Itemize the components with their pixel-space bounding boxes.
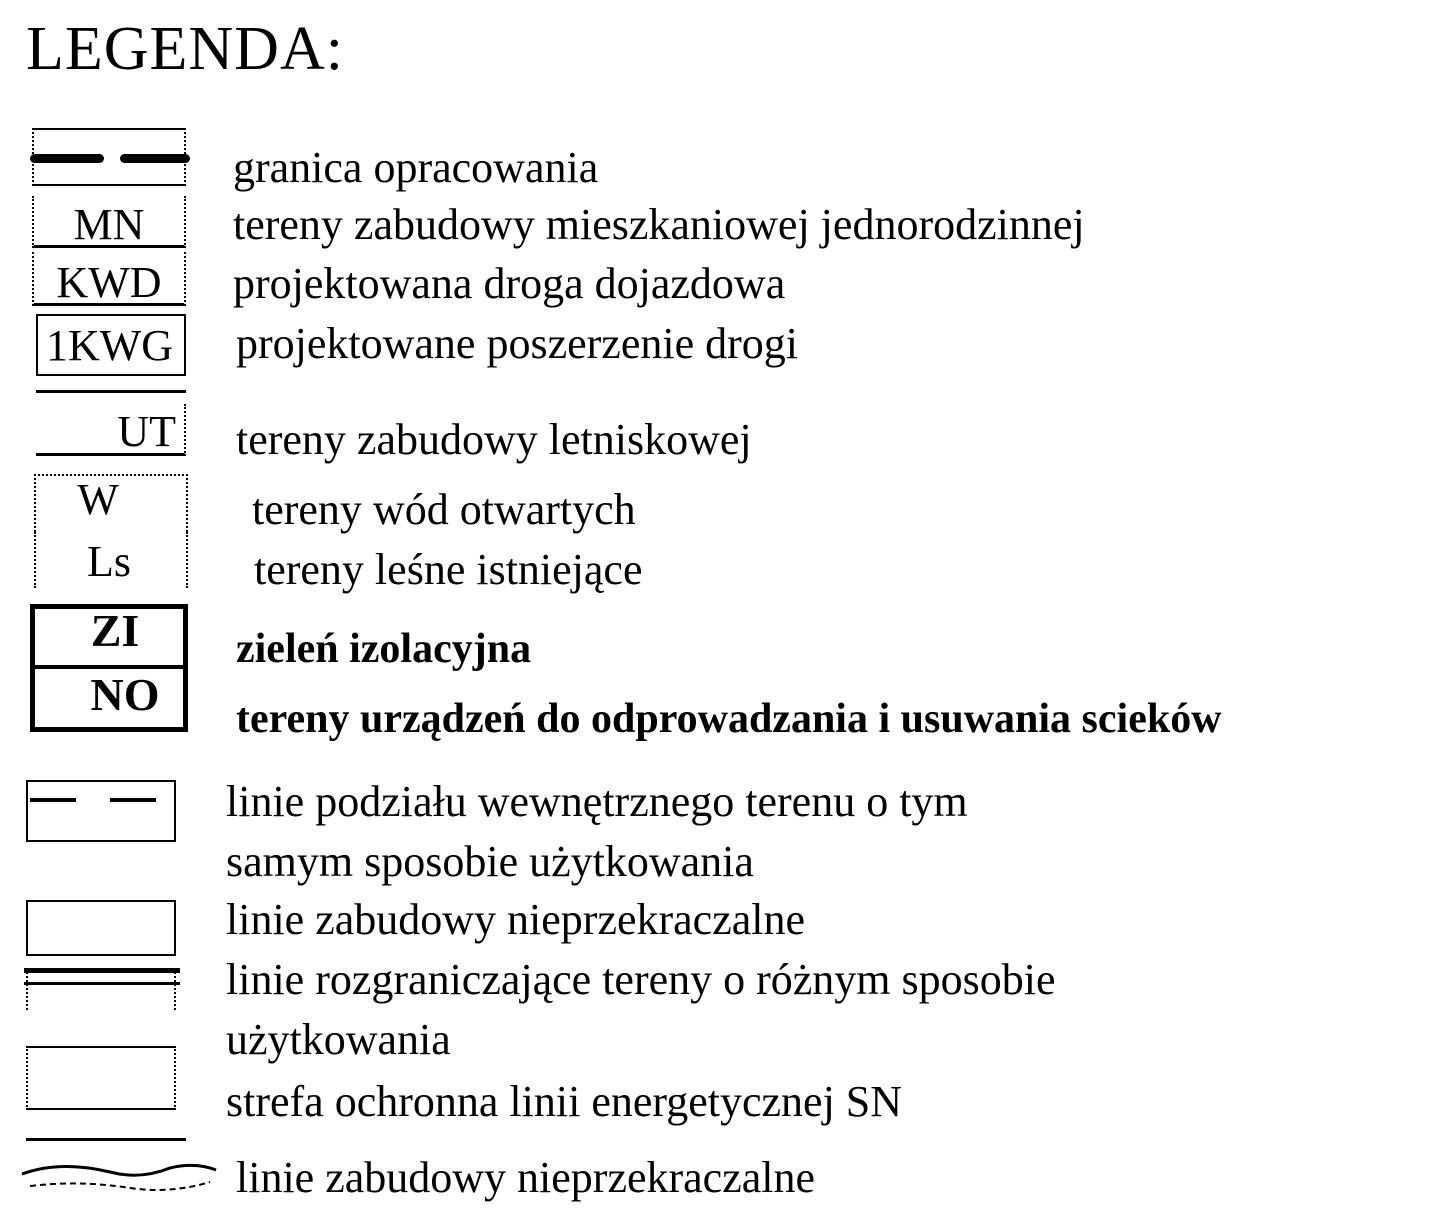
boundary-line-symbol: [32, 128, 186, 186]
ut-code: UT: [117, 407, 176, 456]
legend-label-granica: granica opracowania: [233, 143, 599, 192]
legend-label-w: tereny wód otwartych: [252, 485, 636, 534]
zi-code: ZI: [90, 605, 140, 656]
internal-division-line-symbol: [26, 780, 176, 842]
legend-label-kwd: projektowana droga dojazdowa: [233, 259, 786, 308]
legend-title: LEGENDA:: [26, 15, 344, 83]
legend-label-rozgr-1: linie rozgraniczające tereny o różnym sposobie: [226, 955, 1056, 1004]
power-line-zone-symbol: [26, 1046, 176, 1110]
legend-label-podzial-1: linie podziału wewnętrznego terenu o tym: [226, 777, 968, 826]
building-line-symbol: [26, 900, 176, 956]
wavy-line-top: [26, 1138, 186, 1141]
legend-label-rozgr-2: użytkowania: [226, 1015, 451, 1064]
w-code: W: [77, 475, 119, 524]
legend-label-mn: tereny zabudowy mieszkaniowej jednorodzinnej: [233, 200, 1085, 249]
legend-label-zi: zieleń izolacyjna: [236, 626, 532, 672]
legend-label-podzial-2: samym sposobie użytkowania: [226, 837, 754, 886]
kwg-code: 1KWG: [46, 321, 174, 370]
ut-top-line: [36, 390, 186, 393]
legend-label-ls: tereny leśne istniejące: [254, 545, 643, 594]
legend-label-kwg: projektowane poszerzenie drogi: [236, 319, 798, 368]
legend-label-zabudowy-2: linie zabudowy nieprzekraczalne: [236, 1153, 816, 1202]
demarcation-line-symbol: [26, 968, 176, 1010]
wavy-building-line-symbol: [20, 1150, 220, 1200]
mn-code: MN: [73, 200, 145, 249]
legend-label-no: tereny urządzeń do odprowadzania i usuwania scieków: [236, 696, 1222, 742]
legend-label-zabudowy-1: linie zabudowy nieprzekraczalne: [226, 895, 806, 944]
ls-code: Ls: [87, 537, 131, 586]
no-code: NO: [90, 669, 160, 720]
kwd-code: KWD: [56, 258, 162, 307]
legend-label-ut: tereny zabudowy letniskowej: [236, 415, 752, 464]
legend-label-strefa: strefa ochronna linii energetycznej SN: [226, 1077, 903, 1126]
